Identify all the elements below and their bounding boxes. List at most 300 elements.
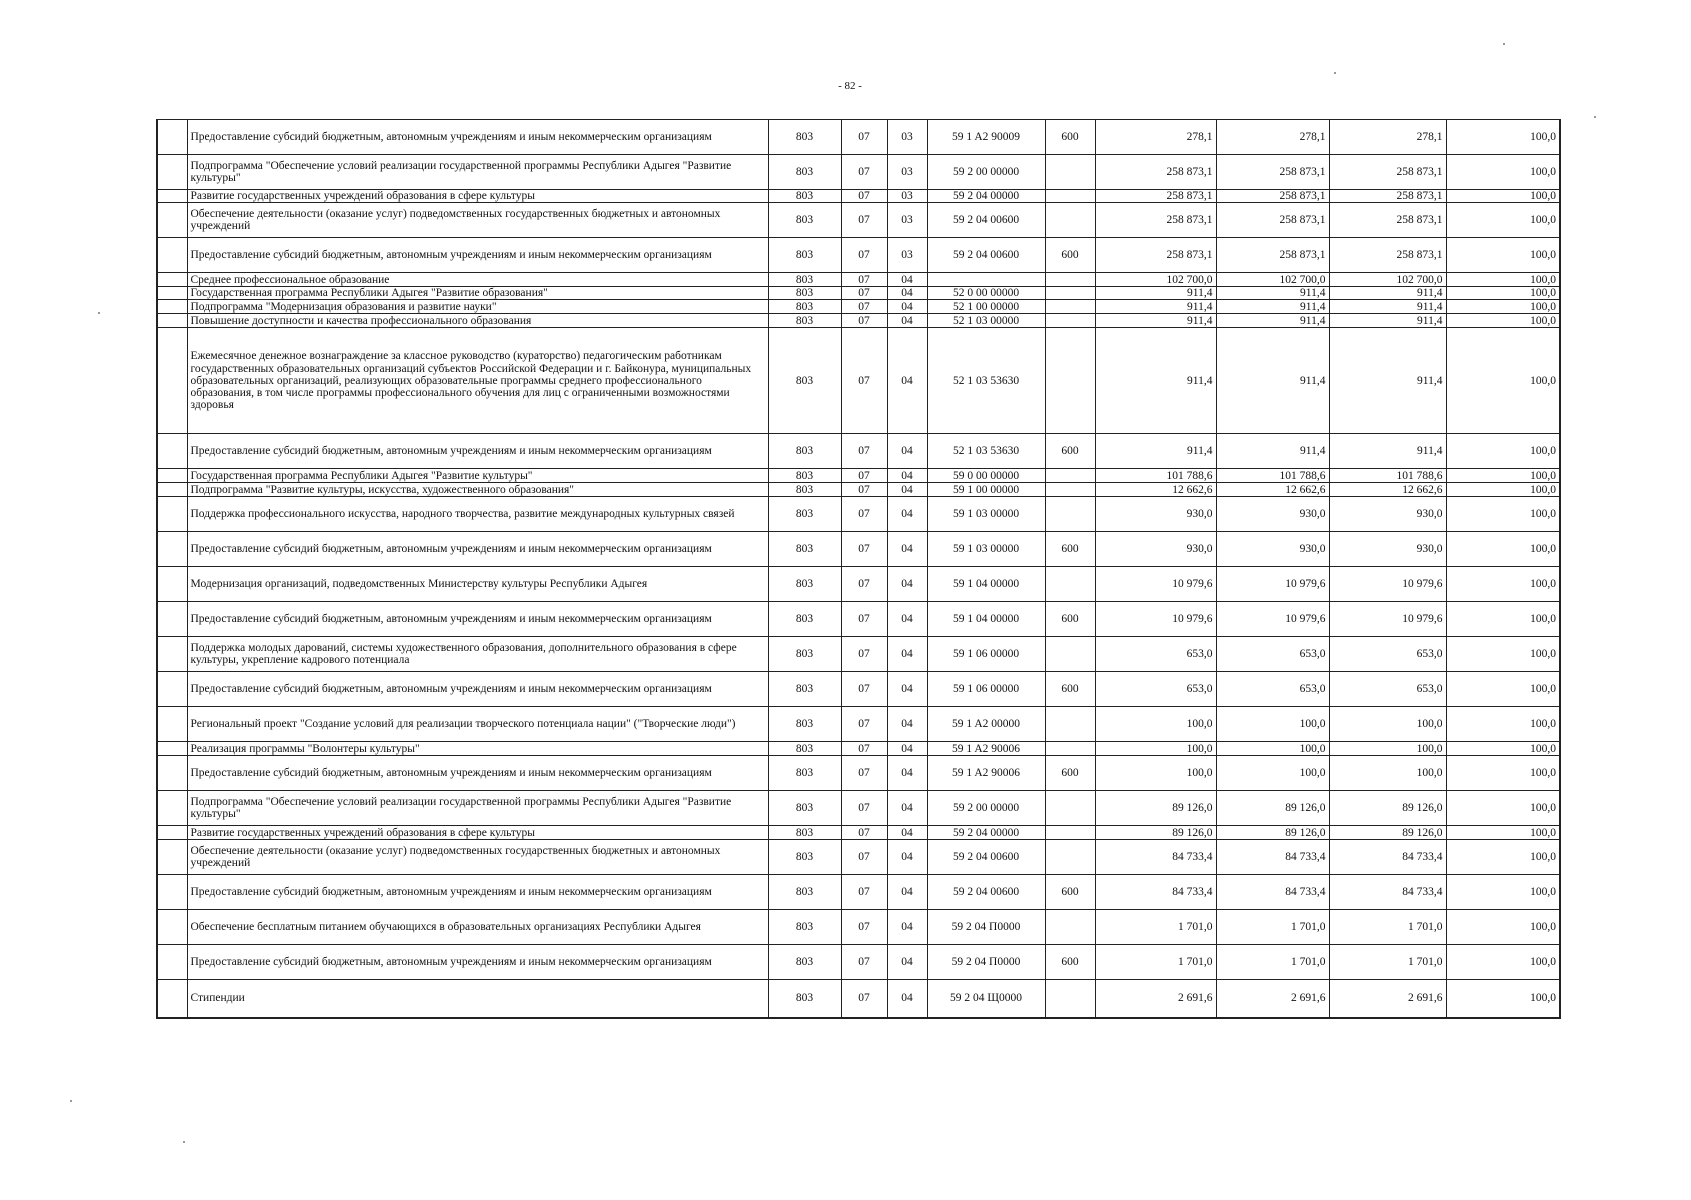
amount-2-cell: 911,4: [1216, 287, 1329, 300]
ministry-code-cell: 803: [768, 826, 841, 840]
amount-2-cell: 1 701,0: [1216, 945, 1329, 980]
table-row: [157, 434, 1560, 469]
target-article-cell: 59 1 A2 00000: [927, 707, 1045, 742]
expense-type-cell: 600: [1045, 238, 1095, 273]
amount-3-cell: 911,4: [1329, 314, 1446, 328]
expense-type-cell: [1045, 190, 1095, 203]
subsection-code-cell: 03: [887, 190, 927, 203]
section-code-cell: 07: [841, 672, 887, 707]
amount-3-cell: 278,1: [1329, 120, 1446, 155]
amount-3-cell: 89 126,0: [1329, 791, 1446, 826]
ministry-code-cell: 803: [768, 980, 841, 1018]
section-code-cell: 07: [841, 910, 887, 945]
amount-2-cell: 258 873,1: [1216, 155, 1329, 190]
table-row: [157, 190, 1560, 203]
section-code-cell: 07: [841, 532, 887, 567]
amount-1-cell: 911,4: [1095, 434, 1216, 469]
target-article-cell: 59 2 00 00000: [927, 155, 1045, 190]
ministry-code-cell: 803: [768, 945, 841, 980]
percent-cell: 100,0: [1446, 469, 1560, 483]
target-article-cell: 59 1 A2 90006: [927, 756, 1045, 791]
amount-2-cell: 930,0: [1216, 532, 1329, 567]
target-article-cell: 59 1 00 00000: [927, 483, 1045, 497]
amount-1-cell: 84 733,4: [1095, 875, 1216, 910]
ministry-code-cell: 803: [768, 203, 841, 238]
target-article-cell: 59 1 03 00000: [927, 497, 1045, 532]
subsection-code-cell: 04: [887, 497, 927, 532]
subsection-code-cell: 04: [887, 637, 927, 672]
amount-3-cell: 653,0: [1329, 637, 1446, 672]
budget-table: [156, 119, 1561, 1019]
section-code-cell: 07: [841, 980, 887, 1018]
table-row: [157, 637, 1560, 672]
section-code-cell: 07: [841, 238, 887, 273]
amount-2-cell: 10 979,6: [1216, 602, 1329, 637]
amount-3-cell: 100,0: [1329, 742, 1446, 756]
ministry-code-cell: 803: [768, 707, 841, 742]
amount-2-cell: 102 700,0: [1216, 273, 1329, 287]
amount-3-cell: 1 701,0: [1329, 910, 1446, 945]
section-code-cell: 07: [841, 287, 887, 300]
percent-cell: 100,0: [1446, 300, 1560, 314]
target-article-cell: 59 2 04 00600: [927, 238, 1045, 273]
section-code-cell: 07: [841, 945, 887, 980]
subsection-code-cell: 03: [887, 155, 927, 190]
subsection-code-cell: 04: [887, 273, 927, 287]
table-row: [157, 672, 1560, 707]
subsection-code-cell: 04: [887, 328, 927, 434]
table-row: [157, 328, 1560, 434]
amount-3-cell: 930,0: [1329, 497, 1446, 532]
amount-3-cell: 89 126,0: [1329, 826, 1446, 840]
table-row: [157, 875, 1560, 910]
amount-2-cell: 911,4: [1216, 328, 1329, 434]
ministry-code-cell: 803: [768, 190, 841, 203]
percent-cell: 100,0: [1446, 672, 1560, 707]
section-code-cell: 07: [841, 840, 887, 875]
row-marker-cell: [157, 203, 187, 238]
amount-2-cell: 101 788,6: [1216, 469, 1329, 483]
table-row: [157, 300, 1560, 314]
subsection-code-cell: 04: [887, 532, 927, 567]
section-code-cell: 07: [841, 273, 887, 287]
amount-1-cell: 911,4: [1095, 328, 1216, 434]
amount-3-cell: 258 873,1: [1329, 238, 1446, 273]
target-article-cell: 59 2 04 00000: [927, 826, 1045, 840]
item-name-cell: Обеспечение деятельности (оказание услуг) подведомственных государственных бюджетных и автономных учреждений: [187, 203, 768, 238]
amount-3-cell: 930,0: [1329, 532, 1446, 567]
subsection-code-cell: 04: [887, 672, 927, 707]
table-row: [157, 532, 1560, 567]
target-article-cell: 59 2 04 П0000: [927, 910, 1045, 945]
row-marker-cell: [157, 945, 187, 980]
amount-2-cell: 653,0: [1216, 672, 1329, 707]
amount-2-cell: 911,4: [1216, 314, 1329, 328]
table-row: [157, 980, 1560, 1018]
subsection-code-cell: 04: [887, 756, 927, 791]
table-row: [157, 945, 1560, 980]
target-article-cell: 59 1 06 00000: [927, 672, 1045, 707]
amount-1-cell: 930,0: [1095, 497, 1216, 532]
table-body: [157, 120, 1560, 1018]
expense-type-cell: [1045, 840, 1095, 875]
section-code-cell: 07: [841, 314, 887, 328]
item-name-cell: Государственная программа Республики Адыгея "Развитие культуры": [187, 469, 768, 483]
ministry-code-cell: 803: [768, 637, 841, 672]
amount-3-cell: 653,0: [1329, 672, 1446, 707]
table-row: [157, 567, 1560, 602]
table-row: [157, 602, 1560, 637]
table-row: [157, 707, 1560, 742]
percent-cell: 100,0: [1446, 155, 1560, 190]
item-name-cell: Поддержка профессионального искусства, народного творчества, развитие международных культурных связей: [187, 497, 768, 532]
amount-2-cell: 258 873,1: [1216, 203, 1329, 238]
amount-2-cell: 930,0: [1216, 497, 1329, 532]
subsection-code-cell: 04: [887, 945, 927, 980]
amount-2-cell: 258 873,1: [1216, 190, 1329, 203]
expense-type-cell: 600: [1045, 434, 1095, 469]
item-name-cell: Предоставление субсидий бюджетным, автономным учреждениям и иным некоммерческим организациям: [187, 875, 768, 910]
table-row: [157, 497, 1560, 532]
item-name-cell: Модернизация организаций, подведомственных Министерству культуры Республики Адыгея: [187, 567, 768, 602]
scan-speck: [1334, 72, 1336, 74]
item-name-cell: Предоставление субсидий бюджетным, автономным учреждениям и иным некоммерческим организациям: [187, 945, 768, 980]
target-article-cell: [927, 273, 1045, 287]
amount-1-cell: 12 662,6: [1095, 483, 1216, 497]
section-code-cell: 07: [841, 190, 887, 203]
target-article-cell: 52 0 00 00000: [927, 287, 1045, 300]
section-code-cell: 07: [841, 826, 887, 840]
scan-speck: [98, 312, 100, 314]
amount-2-cell: 10 979,6: [1216, 567, 1329, 602]
ministry-code-cell: 803: [768, 791, 841, 826]
target-article-cell: 52 1 00 00000: [927, 300, 1045, 314]
amount-1-cell: 10 979,6: [1095, 602, 1216, 637]
subsection-code-cell: 04: [887, 567, 927, 602]
target-article-cell: 59 1 A2 90006: [927, 742, 1045, 756]
subsection-code-cell: 04: [887, 314, 927, 328]
expense-type-cell: [1045, 637, 1095, 672]
table-row: [157, 120, 1560, 155]
target-article-cell: 59 2 04 П0000: [927, 945, 1045, 980]
row-marker-cell: [157, 300, 187, 314]
item-name-cell: Ежемесячное денежное вознаграждение за классное руководство (кураторство) педагогическим работникам государственных образовательных организаций субъектов Российской Федерации и г. Байконура, муниципальных образовательных организаций, реализующих образовательные программы среднего профессионального образования, в том числе программы профессионального обучения для лиц с ограниченными возможностями здоровья: [187, 328, 768, 434]
section-code-cell: 07: [841, 483, 887, 497]
amount-1-cell: 100,0: [1095, 742, 1216, 756]
subsection-code-cell: 04: [887, 875, 927, 910]
amount-3-cell: 1 701,0: [1329, 945, 1446, 980]
section-code-cell: 07: [841, 155, 887, 190]
expense-type-cell: 600: [1045, 120, 1095, 155]
section-code-cell: 07: [841, 756, 887, 791]
ministry-code-cell: 803: [768, 273, 841, 287]
amount-1-cell: 1 701,0: [1095, 945, 1216, 980]
row-marker-cell: [157, 273, 187, 287]
item-name-cell: Предоставление субсидий бюджетным, автономным учреждениям и иным некоммерческим организациям: [187, 672, 768, 707]
amount-1-cell: 278,1: [1095, 120, 1216, 155]
amount-2-cell: 258 873,1: [1216, 238, 1329, 273]
percent-cell: 100,0: [1446, 483, 1560, 497]
amount-3-cell: 258 873,1: [1329, 203, 1446, 238]
ministry-code-cell: 803: [768, 840, 841, 875]
amount-2-cell: 89 126,0: [1216, 791, 1329, 826]
row-marker-cell: [157, 756, 187, 791]
ministry-code-cell: 803: [768, 434, 841, 469]
section-code-cell: 07: [841, 434, 887, 469]
percent-cell: 100,0: [1446, 602, 1560, 637]
expense-type-cell: 600: [1045, 532, 1095, 567]
row-marker-cell: [157, 483, 187, 497]
ministry-code-cell: 803: [768, 602, 841, 637]
item-name-cell: Подпрограмма "Развитие культуры, искусства, художественного образования": [187, 483, 768, 497]
row-marker-cell: [157, 672, 187, 707]
amount-3-cell: 911,4: [1329, 434, 1446, 469]
amount-1-cell: 100,0: [1095, 756, 1216, 791]
percent-cell: 100,0: [1446, 203, 1560, 238]
amount-1-cell: 101 788,6: [1095, 469, 1216, 483]
item-name-cell: Предоставление субсидий бюджетным, автономным учреждениям и иным некоммерческим организациям: [187, 120, 768, 155]
target-article-cell: 59 2 04 00600: [927, 875, 1045, 910]
scan-speck: [1503, 43, 1505, 45]
expense-type-cell: 600: [1045, 602, 1095, 637]
target-article-cell: 59 1 A2 90009: [927, 120, 1045, 155]
ministry-code-cell: 803: [768, 532, 841, 567]
subsection-code-cell: 04: [887, 826, 927, 840]
amount-1-cell: 258 873,1: [1095, 238, 1216, 273]
table-row: [157, 203, 1560, 238]
percent-cell: 100,0: [1446, 980, 1560, 1018]
amount-3-cell: 10 979,6: [1329, 567, 1446, 602]
amount-2-cell: 100,0: [1216, 756, 1329, 791]
item-name-cell: Предоставление субсидий бюджетным, автономным учреждениям и иным некоммерческим организациям: [187, 602, 768, 637]
amount-3-cell: 100,0: [1329, 707, 1446, 742]
scan-speck: [1594, 116, 1596, 118]
amount-1-cell: 102 700,0: [1095, 273, 1216, 287]
amount-2-cell: 911,4: [1216, 434, 1329, 469]
item-name-cell: Развитие государственных учреждений образования в сфере культуры: [187, 190, 768, 203]
amount-3-cell: 911,4: [1329, 300, 1446, 314]
target-article-cell: 59 1 06 00000: [927, 637, 1045, 672]
amount-3-cell: 101 788,6: [1329, 469, 1446, 483]
subsection-code-cell: 04: [887, 840, 927, 875]
percent-cell: 100,0: [1446, 945, 1560, 980]
amount-2-cell: 1 701,0: [1216, 910, 1329, 945]
row-marker-cell: [157, 742, 187, 756]
target-article-cell: 59 2 04 Щ0000: [927, 980, 1045, 1018]
row-marker-cell: [157, 238, 187, 273]
amount-1-cell: 258 873,1: [1095, 190, 1216, 203]
subsection-code-cell: 04: [887, 980, 927, 1018]
section-code-cell: 07: [841, 637, 887, 672]
subsection-code-cell: 03: [887, 120, 927, 155]
subsection-code-cell: 04: [887, 707, 927, 742]
amount-1-cell: 930,0: [1095, 532, 1216, 567]
expense-type-cell: [1045, 791, 1095, 826]
table-row: [157, 469, 1560, 483]
row-marker-cell: [157, 875, 187, 910]
amount-1-cell: 1 701,0: [1095, 910, 1216, 945]
expense-type-cell: 600: [1045, 672, 1095, 707]
subsection-code-cell: 04: [887, 469, 927, 483]
table-row: [157, 238, 1560, 273]
amount-2-cell: 100,0: [1216, 742, 1329, 756]
ministry-code-cell: 803: [768, 756, 841, 791]
item-name-cell: Предоставление субсидий бюджетным, автономным учреждениям и иным некоммерческим организациям: [187, 434, 768, 469]
amount-2-cell: 911,4: [1216, 300, 1329, 314]
expense-type-cell: [1045, 497, 1095, 532]
amount-1-cell: 2 691,6: [1095, 980, 1216, 1018]
amount-3-cell: 84 733,4: [1329, 875, 1446, 910]
percent-cell: 100,0: [1446, 273, 1560, 287]
expense-type-cell: [1045, 155, 1095, 190]
target-article-cell: 59 2 04 00600: [927, 203, 1045, 238]
ministry-code-cell: 803: [768, 469, 841, 483]
amount-2-cell: 12 662,6: [1216, 483, 1329, 497]
amount-1-cell: 84 733,4: [1095, 840, 1216, 875]
target-article-cell: 59 2 04 00000: [927, 190, 1045, 203]
expense-type-cell: [1045, 567, 1095, 602]
target-article-cell: 52 1 03 53630: [927, 434, 1045, 469]
amount-2-cell: 2 691,6: [1216, 980, 1329, 1018]
row-marker-cell: [157, 567, 187, 602]
amount-3-cell: 911,4: [1329, 287, 1446, 300]
row-marker-cell: [157, 602, 187, 637]
ministry-code-cell: 803: [768, 238, 841, 273]
scan-speck: [183, 1141, 185, 1143]
item-name-cell: Реализация программы "Волонтеры культуры": [187, 742, 768, 756]
percent-cell: 100,0: [1446, 238, 1560, 273]
row-marker-cell: [157, 532, 187, 567]
percent-cell: 100,0: [1446, 637, 1560, 672]
row-marker-cell: [157, 155, 187, 190]
row-marker-cell: [157, 980, 187, 1018]
amount-1-cell: 911,4: [1095, 314, 1216, 328]
section-code-cell: 07: [841, 328, 887, 434]
expense-type-cell: [1045, 826, 1095, 840]
amount-1-cell: 89 126,0: [1095, 826, 1216, 840]
percent-cell: 100,0: [1446, 497, 1560, 532]
percent-cell: 100,0: [1446, 910, 1560, 945]
expense-type-cell: [1045, 273, 1095, 287]
amount-3-cell: 10 979,6: [1329, 602, 1446, 637]
row-marker-cell: [157, 826, 187, 840]
item-name-cell: Государственная программа Республики Адыгея "Развитие образования": [187, 287, 768, 300]
amount-1-cell: 100,0: [1095, 707, 1216, 742]
subsection-code-cell: 04: [887, 434, 927, 469]
subsection-code-cell: 04: [887, 483, 927, 497]
section-code-cell: 07: [841, 875, 887, 910]
percent-cell: 100,0: [1446, 287, 1560, 300]
ministry-code-cell: 803: [768, 497, 841, 532]
item-name-cell: Региональный проект "Создание условий для реализации творческого потенциала нации" ("Творческие люди"): [187, 707, 768, 742]
amount-3-cell: 12 662,6: [1329, 483, 1446, 497]
target-article-cell: 59 1 04 00000: [927, 567, 1045, 602]
subsection-code-cell: 04: [887, 300, 927, 314]
percent-cell: 100,0: [1446, 791, 1560, 826]
item-name-cell: Поддержка молодых дарований, системы художественного образования, дополнительного образования в сфере культуры, укрепление кадрового потенциала: [187, 637, 768, 672]
ministry-code-cell: 803: [768, 483, 841, 497]
table-row: [157, 314, 1560, 328]
ministry-code-cell: 803: [768, 155, 841, 190]
target-article-cell: 52 1 03 00000: [927, 314, 1045, 328]
table-row: [157, 483, 1560, 497]
amount-2-cell: 89 126,0: [1216, 826, 1329, 840]
row-marker-cell: [157, 434, 187, 469]
amount-3-cell: 2 691,6: [1329, 980, 1446, 1018]
percent-cell: 100,0: [1446, 314, 1560, 328]
section-code-cell: 07: [841, 300, 887, 314]
amount-3-cell: 100,0: [1329, 756, 1446, 791]
amount-1-cell: 653,0: [1095, 637, 1216, 672]
item-name-cell: Развитие государственных учреждений образования в сфере культуры: [187, 826, 768, 840]
ministry-code-cell: 803: [768, 314, 841, 328]
amount-2-cell: 84 733,4: [1216, 875, 1329, 910]
amount-3-cell: 258 873,1: [1329, 155, 1446, 190]
ministry-code-cell: 803: [768, 567, 841, 602]
row-marker-cell: [157, 497, 187, 532]
percent-cell: 100,0: [1446, 434, 1560, 469]
ministry-code-cell: 803: [768, 300, 841, 314]
amount-1-cell: 911,4: [1095, 300, 1216, 314]
section-code-cell: 07: [841, 791, 887, 826]
item-name-cell: Стипендии: [187, 980, 768, 1018]
item-name-cell: Обеспечение деятельности (оказание услуг) подведомственных государственных бюджетных и автономных учреждений: [187, 840, 768, 875]
percent-cell: 100,0: [1446, 707, 1560, 742]
table-row: [157, 273, 1560, 287]
expense-type-cell: [1045, 203, 1095, 238]
target-article-cell: 59 1 04 00000: [927, 602, 1045, 637]
ministry-code-cell: 803: [768, 742, 841, 756]
item-name-cell: Подпрограмма "Обеспечение условий реализации государственной программы Республики Адыгея "Развитие культуры": [187, 155, 768, 190]
target-article-cell: 59 2 04 00600: [927, 840, 1045, 875]
expense-type-cell: [1045, 980, 1095, 1018]
row-marker-cell: [157, 328, 187, 434]
amount-3-cell: 911,4: [1329, 328, 1446, 434]
subsection-code-cell: 04: [887, 791, 927, 826]
row-marker-cell: [157, 469, 187, 483]
amount-1-cell: 258 873,1: [1095, 203, 1216, 238]
table-row: [157, 840, 1560, 875]
percent-cell: 100,0: [1446, 532, 1560, 567]
page-number: - 82 -: [838, 80, 862, 92]
amount-3-cell: 84 733,4: [1329, 840, 1446, 875]
ministry-code-cell: 803: [768, 328, 841, 434]
percent-cell: 100,0: [1446, 328, 1560, 434]
expense-type-cell: [1045, 300, 1095, 314]
item-name-cell: Предоставление субсидий бюджетным, автономным учреждениям и иным некоммерческим организациям: [187, 238, 768, 273]
expense-type-cell: [1045, 910, 1095, 945]
row-marker-cell: [157, 120, 187, 155]
table-row: [157, 287, 1560, 300]
item-name-cell: Обеспечение бесплатным питанием обучающихся в образовательных организациях Республики Адыгея: [187, 910, 768, 945]
amount-1-cell: 258 873,1: [1095, 155, 1216, 190]
expense-type-cell: [1045, 742, 1095, 756]
ministry-code-cell: 803: [768, 120, 841, 155]
amount-2-cell: 653,0: [1216, 637, 1329, 672]
ministry-code-cell: 803: [768, 672, 841, 707]
table-row: [157, 756, 1560, 791]
amount-3-cell: 258 873,1: [1329, 190, 1446, 203]
amount-1-cell: 10 979,6: [1095, 567, 1216, 602]
expense-type-cell: 600: [1045, 756, 1095, 791]
row-marker-cell: [157, 637, 187, 672]
ministry-code-cell: 803: [768, 287, 841, 300]
percent-cell: 100,0: [1446, 875, 1560, 910]
percent-cell: 100,0: [1446, 756, 1560, 791]
subsection-code-cell: 04: [887, 742, 927, 756]
amount-3-cell: 102 700,0: [1329, 273, 1446, 287]
target-article-cell: 59 2 00 00000: [927, 791, 1045, 826]
